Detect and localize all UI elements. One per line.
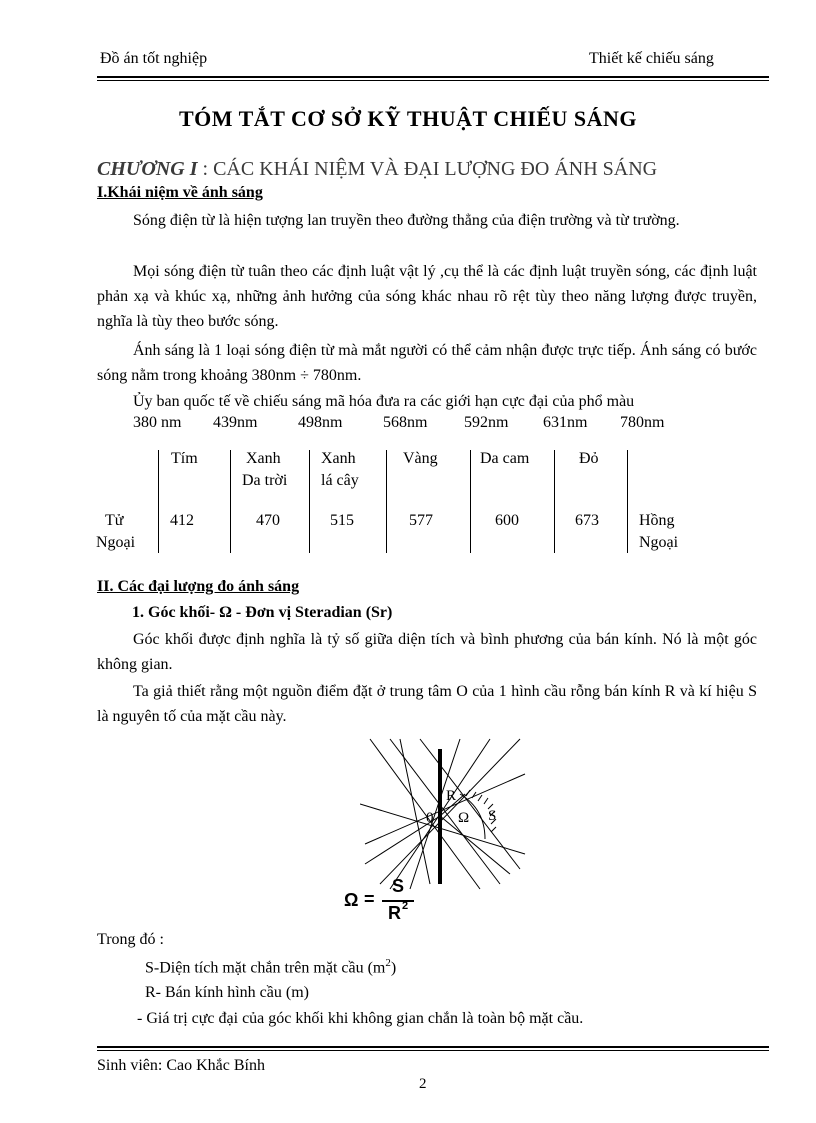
section1-p1-text: Sóng điện từ là hiện tượng lan truyền theo đường thẳng của điện trường và từ trường.	[133, 212, 680, 229]
section1-p4-text: Ủy ban quốc tế về chiếu sáng mã hóa đưa ra các giới hạn cực đại của phổ màu	[133, 393, 635, 410]
chapter-title: : CÁC KHÁI NIỆM VÀ ĐẠI LƯỢNG ĐO ÁNH SÁNG	[197, 158, 658, 180]
diagram-line	[420, 739, 520, 869]
spectrum-color-name: Đỏ	[579, 450, 599, 467]
footer-rule	[97, 1046, 769, 1048]
section1-paragraph-1	[97, 208, 757, 233]
spectrum-value: 600	[495, 512, 519, 529]
spectrum-left-label: Tử	[105, 512, 124, 529]
diagram-line	[440, 816, 510, 874]
section2-p2-text: Ta giả thiết rằng một nguồn điểm đặt ở trung tâm O của 1 hình cầu rỗng bán kính R và kí hiệu S là nguyên tố của mặt cầu này.	[97, 683, 757, 725]
note-s-close: )	[390, 959, 397, 977]
section1-p3-text: Ánh sáng là 1 loại sóng điện từ mà mắt người có thể cảm nhận được trực tiếp. Ánh sáng có bước sóng nằm trong khoảng 380nm ÷ 780nm.	[97, 342, 757, 384]
note-s-exponent: 2	[385, 957, 391, 969]
diagram-label-o: 0	[426, 810, 434, 826]
wavelength-label: 380 nm	[133, 414, 182, 431]
spectrum-color-name: Vàng	[403, 450, 438, 467]
formula-lhs: Ω	[344, 890, 359, 910]
table-divider	[554, 450, 555, 553]
fraction-bar	[382, 900, 414, 902]
spectrum-left-label-2: Ngoại	[96, 534, 136, 551]
section1-paragraph-3	[97, 338, 757, 388]
note-s-definition	[145, 957, 396, 977]
table-divider	[627, 450, 628, 553]
spectrum-color-name: Xanh	[246, 450, 281, 467]
header-right: Thiết kế chiếu sáng	[589, 50, 714, 67]
spectrum-color-name: Tím	[171, 450, 198, 467]
section2-paragraph-2	[97, 679, 757, 729]
spectrum-value: 577	[409, 512, 433, 529]
diagram-line	[360, 804, 525, 854]
formula-numerator: S	[392, 876, 405, 896]
notes-lead: Trong đó :	[97, 931, 164, 948]
note-r-definition: R- Bán kính hình cầu (m)	[145, 984, 309, 1001]
table-divider	[470, 450, 471, 553]
solid-angle-diagram	[360, 734, 530, 894]
page-title: TÓM TẮT CƠ SỞ KỸ THUẬT CHIẾU SÁNG	[178, 106, 638, 131]
spectrum-right-label: Hồng	[639, 512, 675, 529]
footer-rule-thin	[97, 1050, 769, 1051]
table-divider	[386, 450, 387, 553]
diagram-label-omega: Ω	[458, 810, 470, 826]
spectrum-right-label-2: Ngoại	[639, 534, 679, 551]
diagram-line	[410, 739, 460, 889]
chapter-label: CHƯƠNG I	[97, 158, 198, 180]
wavelength-label: 631nm	[543, 414, 588, 431]
note-max-value: - Giá trị cực đại của góc khối khi không gian chắn là toàn bộ mặt cầu.	[137, 1010, 584, 1027]
spectrum-value: 412	[170, 512, 194, 529]
formula-exponent: 2	[402, 900, 409, 912]
section1-paragraph-2	[97, 259, 757, 334]
section1-p2-text: Mọi sóng điện từ tuân theo các định luật vật lý ,cụ thể là các định luật truyền sóng, các định luật phản xạ và khúc xạ, những ảnh hưởng của sóng khác nhau rõ rệt tùy theo năng lượng được truyền, nghĩa là tùy theo bước sóng.	[97, 263, 757, 330]
formula-denominator: R	[388, 903, 401, 923]
chapter-heading	[97, 158, 657, 181]
spectrum-value: 515	[330, 512, 354, 529]
diagram-label-r: R	[446, 788, 457, 804]
wavelength-label: 592nm	[464, 414, 509, 431]
wavelength-label: 780nm	[620, 414, 665, 431]
section2-heading: II. Các đại lượng đo ánh sáng	[97, 578, 300, 595]
table-divider	[230, 450, 231, 553]
section2-p1-text: Góc khối được định nghĩa là tỷ số giữa diện tích và bình phương của bán kính. Nó là một góc không gian.	[97, 631, 757, 673]
spectrum-color-name-2: lá cây	[321, 472, 359, 489]
header-rule	[97, 76, 769, 78]
spectrum-value: 470	[256, 512, 280, 529]
table-divider	[158, 450, 159, 553]
header-left: Đồ án tốt nghiệp	[100, 50, 208, 67]
footer-student: Sinh viên: Cao Khắc Bính	[97, 1057, 265, 1074]
diagram-label-s: S	[488, 808, 497, 824]
wavelength-label: 439nm	[213, 414, 258, 431]
subsection-solid-angle: 1. Góc khối- Ω - Đơn vị Steradian (Sr)	[132, 604, 393, 621]
formula-eq: =	[364, 889, 375, 909]
page-number: 2	[419, 1076, 427, 1092]
spectrum-color-name-2: Da trời	[242, 472, 288, 489]
table-divider	[309, 450, 310, 553]
spectrum-color-name: Xanh	[321, 450, 356, 467]
wavelength-label: 568nm	[383, 414, 428, 431]
note-s-text: S-Diện tích mặt chắn trên mặt cầu (m	[145, 959, 386, 977]
spectrum-value: 673	[575, 512, 599, 529]
section1-paragraph-4	[97, 389, 757, 414]
header-rule-thin	[97, 80, 769, 81]
section2-paragraph-1	[97, 627, 757, 677]
section1-heading: I.Khái niệm về ánh sáng	[97, 184, 263, 201]
wavelength-label: 498nm	[298, 414, 343, 431]
spectrum-color-name: Da cam	[480, 450, 530, 467]
diagram-line	[380, 739, 520, 884]
